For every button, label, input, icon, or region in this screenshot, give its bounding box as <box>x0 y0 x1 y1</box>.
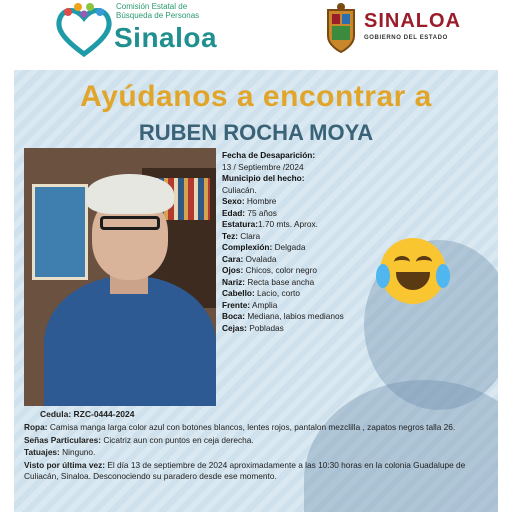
org-small-line2: Búsqueda de Personas <box>116 11 200 20</box>
emoji-left-tear <box>376 264 390 288</box>
visto-paragraph <box>24 460 498 483</box>
frente-row <box>222 300 422 312</box>
cara-value: Ovalada <box>245 253 277 264</box>
senas-label: Señas Particulares: <box>24 434 102 445</box>
municipio-value: Culiacán. <box>222 184 257 195</box>
municipio-label: Municipio del hecho: <box>222 173 305 183</box>
org-small-text <box>116 2 199 20</box>
tatuajes-label: Tatuajes: <box>24 447 60 457</box>
boca-row <box>222 311 422 323</box>
glasses <box>100 216 160 230</box>
heart-people-logo-icon <box>54 2 114 58</box>
edad-value: 75 años <box>247 207 277 218</box>
cara-label: Cara: <box>222 253 244 264</box>
tez-label: Tez: <box>222 230 238 241</box>
details-list <box>222 150 422 334</box>
emoji-mouth <box>396 272 430 290</box>
org-small-line1: Comisión Estatal de <box>116 2 188 11</box>
complexion-label: Complexión: <box>222 242 273 252</box>
emoji-left-eye <box>394 256 410 268</box>
header <box>0 0 512 70</box>
edad-row <box>222 208 422 220</box>
frente-label: Frente: <box>222 299 251 310</box>
nariz-label: Nariz: <box>222 276 246 287</box>
emoji-right-tear <box>436 264 450 288</box>
tatuajes-paragraph <box>24 447 498 459</box>
cabello-label: Cabello: <box>222 288 255 298</box>
tatuajes-value: Ninguno. <box>62 447 96 457</box>
laughing-tears-emoji-icon <box>380 238 446 304</box>
ropa-value: Camisa manga larga color azul con botones blancos, lentes rojos, pantalon mezclilla , zapatos negros talla 26. <box>49 422 456 432</box>
headline: Ayúdanos a encontrar a <box>80 80 432 113</box>
cedula: Cedula: RZC-0444-2024 <box>40 409 135 419</box>
state-subtitle: GOBIERNO DEL ESTADO <box>364 35 448 41</box>
shirt <box>44 276 216 406</box>
cejas-value: Pobladas <box>249 322 284 333</box>
municipio-label-row <box>222 173 422 185</box>
ropa-label: Ropa: <box>24 422 48 432</box>
sexo-value: Hombre <box>246 196 277 206</box>
sinaloa-shield-icon <box>324 2 358 54</box>
fecha-label: Fecha de Desaparición: <box>222 150 316 160</box>
estatura-row <box>222 219 422 231</box>
cejas-row <box>222 323 422 335</box>
estatura-value: 1.70 mts. Aprox. <box>257 219 318 229</box>
missing-person-name: RUBEN ROCHA MOYA <box>138 120 374 145</box>
visto-value: El día 13 de septiembre de 2024 aproximadamente a las 10:30 horas en la colonia Guadalupe de Culiacán, Sinaloa. Desconociendo su paradero desde ese momento. <box>24 459 466 481</box>
hair <box>86 174 174 214</box>
senas-value: Cicatriz aun con puntos en ceja derecha. <box>103 434 254 445</box>
bottom-description <box>24 422 498 484</box>
fecha-label-row <box>222 150 422 162</box>
fecha-value: 13 / Septiembre /2024 <box>222 161 304 172</box>
senas-paragraph <box>24 435 498 447</box>
sexo-row <box>222 196 422 208</box>
cabello-value: Lacio, corto <box>257 288 300 298</box>
boca-label: Boca: <box>222 311 246 321</box>
sexo-label: Sexo: <box>222 196 245 206</box>
person-photo <box>24 148 216 406</box>
state-name: SINALOA <box>364 10 461 32</box>
fecha-value-row <box>222 162 422 174</box>
tez-value: Clara <box>240 230 261 241</box>
estatura-label: Estatura: <box>222 219 258 229</box>
complexion-value: Delgada <box>274 242 306 252</box>
ojos-value: Chicos, color negro <box>245 265 318 275</box>
painting <box>32 184 88 280</box>
edad-label: Edad: <box>222 207 246 218</box>
municipio-value-row <box>222 185 422 197</box>
frente-value: Amplia <box>251 299 278 310</box>
nariz-value: Recta base ancha <box>247 276 315 287</box>
ropa-paragraph <box>24 422 498 434</box>
ojos-label: Ojos: <box>222 265 244 275</box>
boca-value: Mediana, labios medianos <box>247 311 344 321</box>
org-name: Sinaloa <box>114 22 218 53</box>
tez-row <box>222 231 422 243</box>
emoji-right-eye <box>416 256 432 268</box>
cejas-label: Cejas: <box>222 322 247 333</box>
visto-label: Visto por última vez: <box>24 459 105 470</box>
